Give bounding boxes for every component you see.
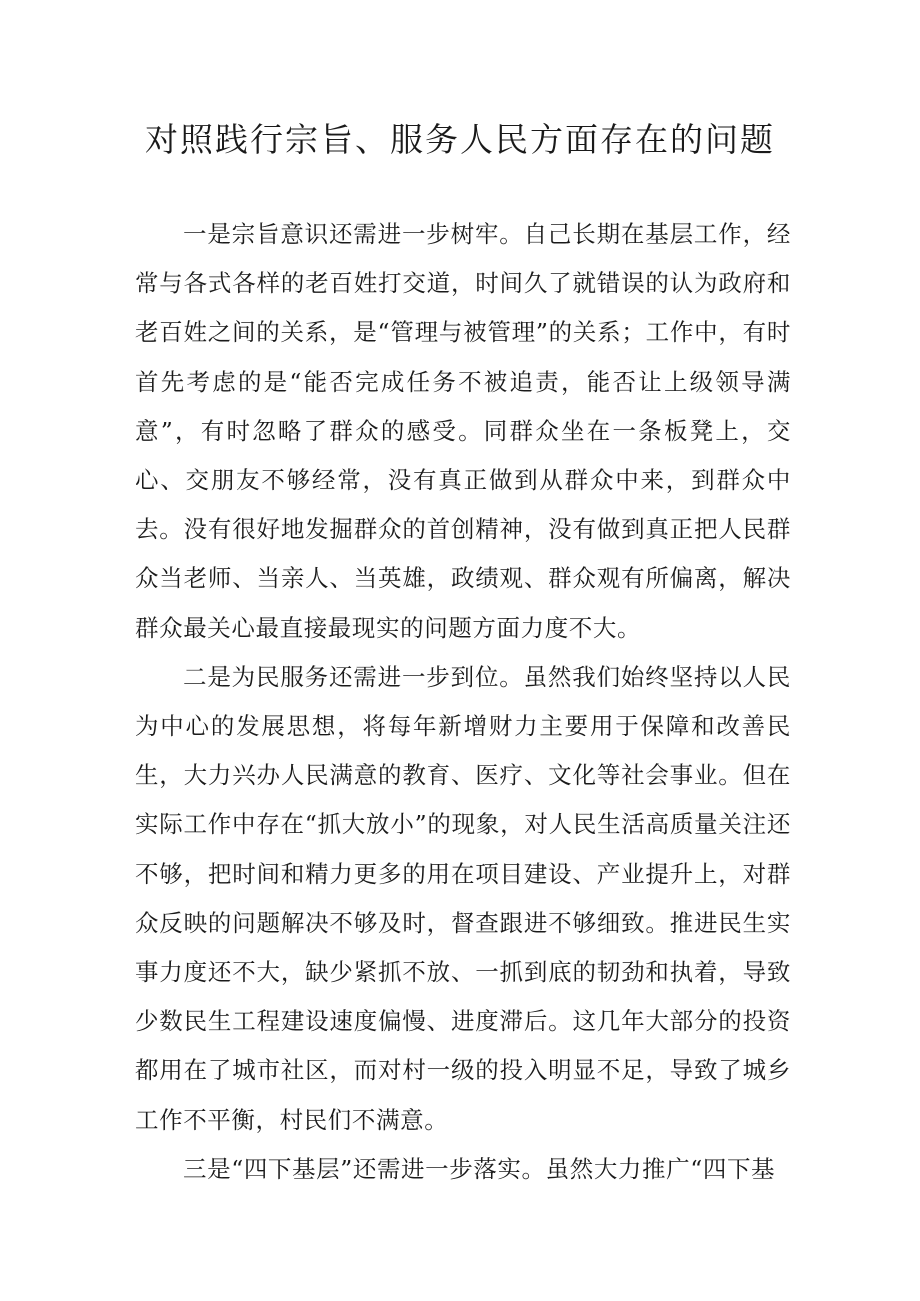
paragraph-3: 三是“四下基层”还需进一步落实。虽然大力推广“四下基 (183, 1154, 776, 1183)
document-body (135, 210, 791, 1194)
document-title: 对照践行宗旨、服务人民方面存在的问题 (145, 120, 775, 159)
paragraph-2: 二是为民服务还需进一步到位。虽然我们始终坚持以人民为中心的发展思想，将每年新增财力主要用于保障和改善民生，大力兴办人民满意的教育、医疗、文化等社会事业。但在实际工作中存在“抓大放小”的现象，对人民生活高质量关注还不够，把时间和精力更多的用在项目建设、产业提升上，对群众反映的问题解决不够及时，督查跟进不够细致。推进民生实事力度还不大，缺少紧抓不放、一抓到底的韧劲和执着，导致少数民生工程建设速度偏慢、进度滞后。这几年大部分的投资都用在了城市社区，而对村一级的投入明显不足，导致了城乡工作不平衡，村民们不满意。 (135, 662, 791, 1134)
paragraph-1: 一是宗旨意识还需进一步树牢。自己长期在基层工作，经常与各式各样的老百姓打交道，时间久了就错误的认为政府和老百姓之间的关系，是“管理与被管理”的关系；工作中，有时首先考虑的是“能否完成任务不被追责，能否让上级领导满意”，有时忽略了群众的感受。同群众坐在一条板凳上，交心、交朋友不够经常，没有真正做到从群众中来，到群众中去。没有很好地发掘群众的首创精神，没有做到真正把人民群众当老师、当亲人、当英雄，政绩观、群众观有所偏离，解决群众最关心最直接最现实的问题方面力度不大。 (135, 220, 791, 642)
